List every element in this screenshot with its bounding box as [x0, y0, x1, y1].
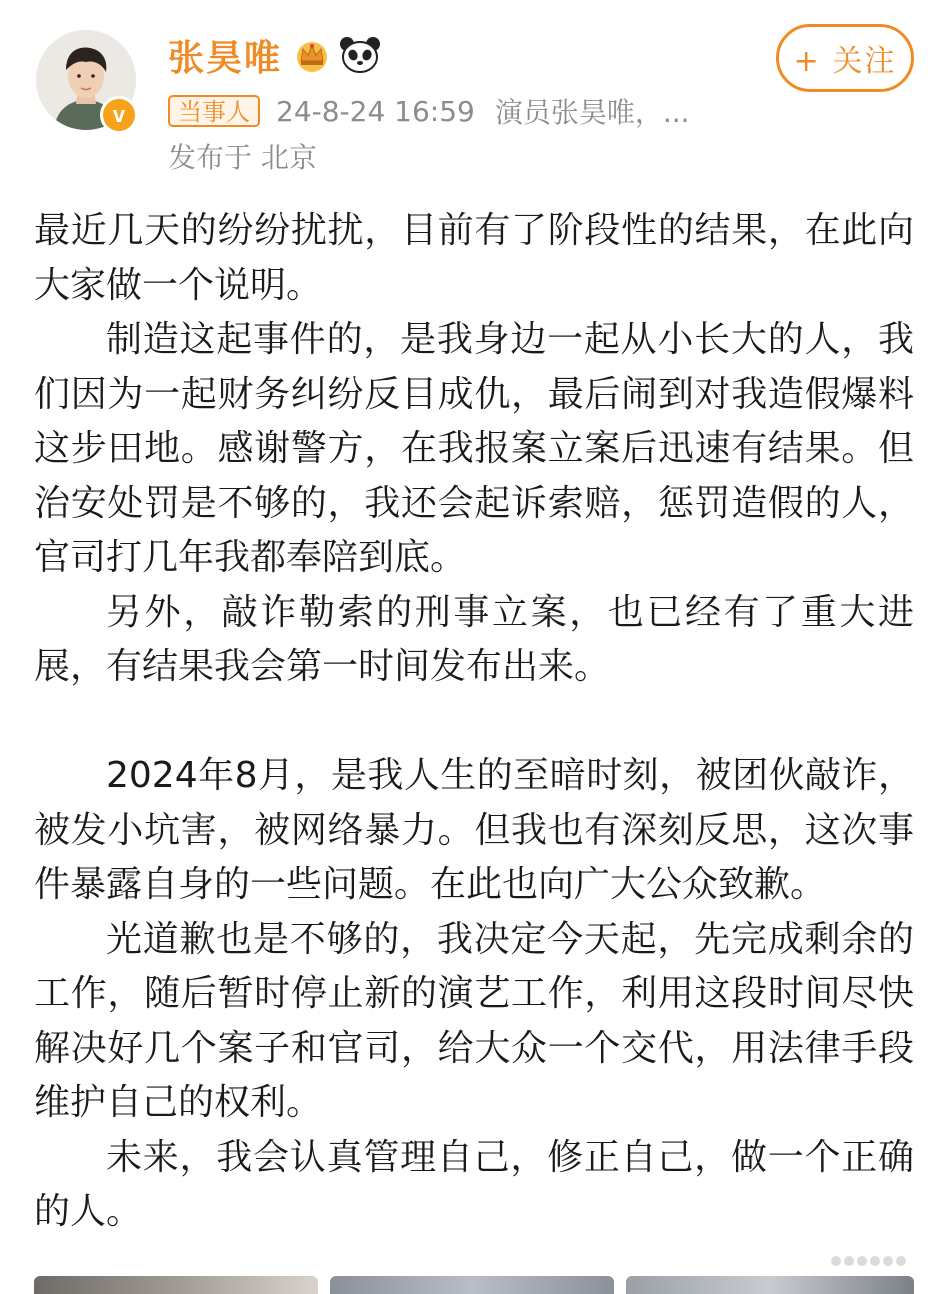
- paragraph-spacer: [34, 695, 914, 750]
- post-timestamp: 24-8-24 16:59: [276, 94, 475, 128]
- post-paragraph: 另外，敲诈勒索的刑事立案，也已经有了重大进展，有结果我会第一时间发布出来。: [34, 591, 914, 687]
- post-location: 发布于 北京: [168, 141, 317, 174]
- post-paragraph: 未来，我会认真管理自己，修正自己，做一个正确的人。: [34, 1136, 914, 1232]
- post-body: [34, 204, 914, 1240]
- image-thumbnail[interactable]: [330, 1276, 614, 1294]
- post-paragraph: 2024年8月，是我人生的至暗时刻，被团伙敲诈，被发小坑害，被网络暴力。但我也有深刻反思，这次事件暴露自身的一些问题。在此也向广大公众致歉。: [34, 755, 914, 905]
- follow-button[interactable]: + 关注: [776, 24, 914, 92]
- post-source[interactable]: 演员张昊唯，...: [494, 96, 690, 129]
- author-name[interactable]: 张昊唯: [168, 37, 283, 79]
- post-paragraph: 最近几天的纷纷扰扰，目前有了阶段性的结果，在此向大家做一个说明。: [34, 210, 914, 306]
- post-paragraph: 光道歉也是不够的，我决定今天起，先完成剩余的工作，随后暂时停止新的演艺工作，利用这段时间尽快解决好几个案子和官司，给大众一个交代，用法律手段维护自己的权利。: [34, 918, 914, 1123]
- image-strip: [34, 1276, 914, 1294]
- post-meta: [168, 92, 690, 130]
- verified-badge-icon: v: [100, 96, 138, 134]
- role-badge: 当事人: [168, 95, 260, 127]
- image-thumbnail[interactable]: [34, 1276, 318, 1294]
- image-thumbnail[interactable]: [626, 1276, 914, 1294]
- author-row: [168, 30, 382, 80]
- post-paragraph: 制造这起事件的，是我身边一起从小长大的人，我们因为一起财务纠纷反目成仇，最后闹到对我造假爆料这步田地。感谢警方，在我报案立案后迅速有结果。但治安处罚是不够的，我还会起诉索赔，惩罚造假的人，官司打几年我都奉陪到底。: [34, 319, 914, 578]
- post-header: [0, 0, 946, 190]
- crown-icon: [292, 35, 332, 75]
- panda-icon: [338, 35, 382, 75]
- watermark-dots-icon: [831, 1256, 906, 1266]
